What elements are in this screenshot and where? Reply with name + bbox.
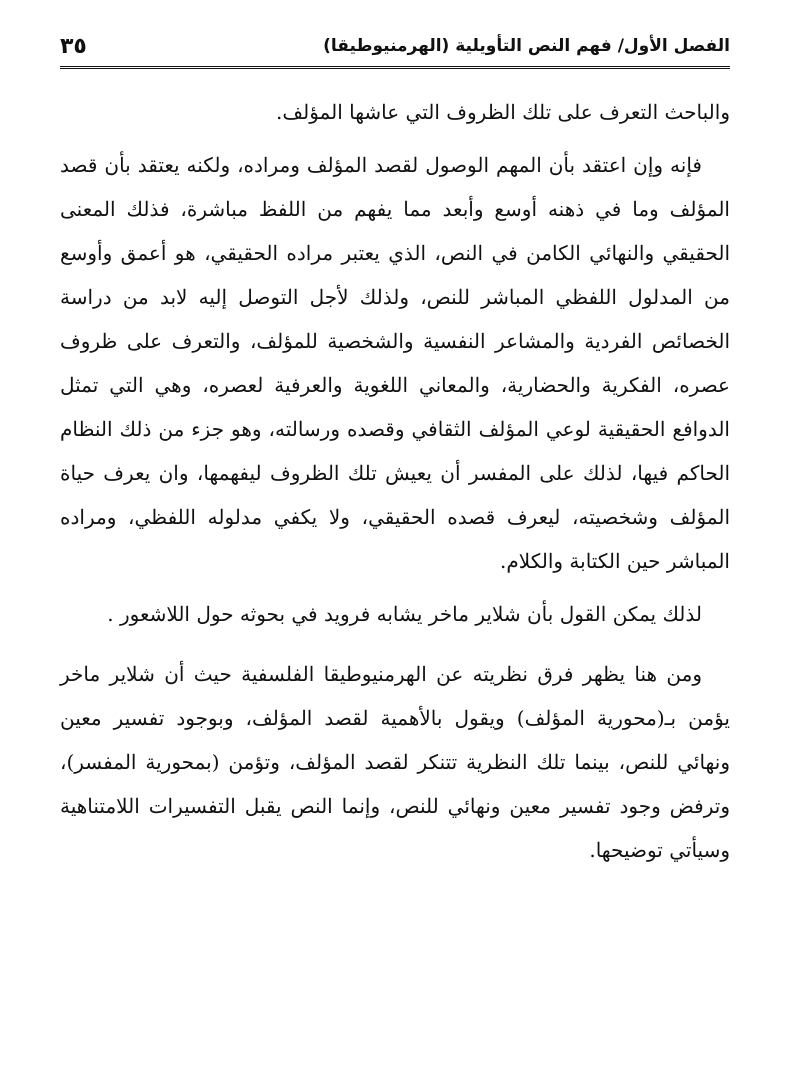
body-text <box>60 90 730 881</box>
paragraph-1: والباحث التعرف على تلك الظروف التي عاشها المؤلف. <box>276 100 730 124</box>
paragraph-4: ومن هنا يظهر فرق نظريته عن الهرمنيوطيقا الفلسفية حيث أن شلاير ماخر يؤمن بـ(محورية المؤلف) ويقول بالأهمية لقصد المؤلف، وبوجود تفسير معين ونهائي للنص، بينما تلك النظرية تتنكر لقصد المؤلف، وتؤمن (بمحورية المفسر)، وترفض وجود تفسير معين ونهائي للنص، وإنما النص يقبل التفسيرات اللامتناهية وسيأتي توضيحها. <box>60 662 730 862</box>
paragraph-2: فإنه وإن اعتقد بأن المهم الوصول لقصد المؤلف ومراده، ولكنه يعتقد بأن قصد المؤلف وما في ذهنه أوسع وأبعد مما يفهم من اللفظ مباشرة، فذلك المعنى الحقيقي والنهائي الكامن في النص، الذي يعتبر مراده الحقيقي، هو أعمق وأوسع من المدلول اللفظي المباشر للنص، ولذلك لأجل التوصل إليه لابد من دراسة الخصائص الفردية والمشاعر النفسية والشخصية للمؤلف، والتعرف على ظروف عصره، الفكرية والحضارية، والمعاني اللغوية والعرفية لعصره، وهي التي تمثل الدوافع الحقيقية لوعي المؤلف الثقافي وقصده ورسالته، وهو جزء من ذلك النظام الحاكم فيها، لذلك على المفسر أن يعيش تلك الظروف ليفهمها، وان يعرف حياة المؤلف وشخصيته، ليعرف قصده الحقيقي، ولا يكفي مدلوله اللفظي، ومراده المباشر حين الكتابة والكلام. <box>60 153 730 573</box>
paragraph-3: لذلك يمكن القول بأن شلاير ماخر يشابه فرويد في بحوثه حول اللاشعور . <box>107 602 702 626</box>
page-header <box>60 26 730 69</box>
page-number: ٣٥ <box>60 33 87 59</box>
running-title: الفصل الأول/ فهم النص التأويلية (الهرمنيوطيقا) <box>323 36 730 56</box>
